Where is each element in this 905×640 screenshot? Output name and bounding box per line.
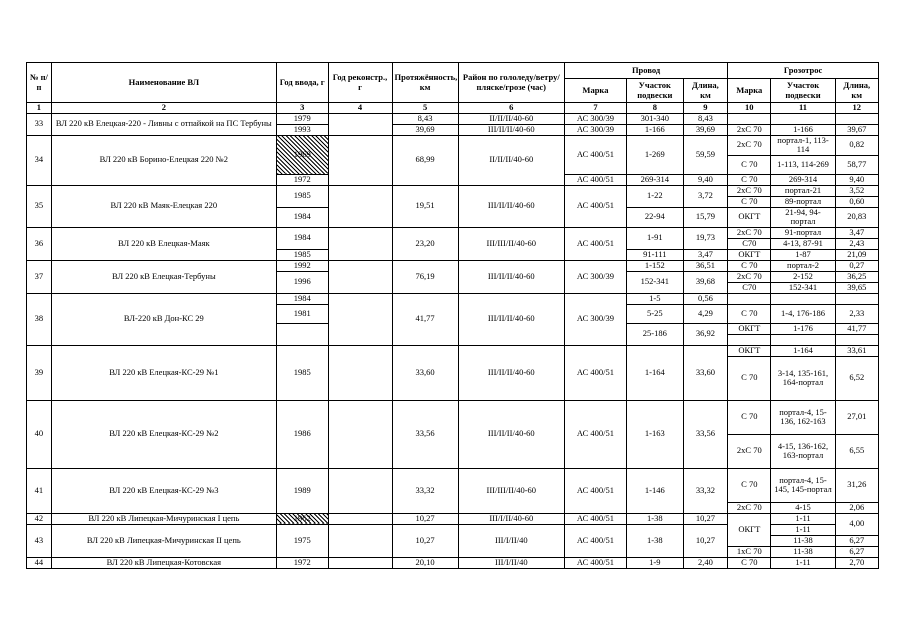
- wire-section: 91-111: [626, 249, 683, 260]
- wire-brand: АС 300/39: [564, 260, 626, 293]
- wire-brand: АС 400/51: [564, 135, 626, 174]
- wire-section: 1-163: [626, 400, 683, 468]
- year-in-hatched: 1969: [276, 135, 328, 174]
- year-recon: [328, 185, 392, 227]
- ground-length: 6,52: [835, 356, 879, 400]
- wire-brand: АС 400/51: [564, 185, 626, 227]
- ground-brand: С 70: [728, 304, 771, 323]
- ground-section: портал-4, 15-145, 145-портал: [771, 468, 835, 502]
- year-in: 1984: [276, 207, 328, 227]
- region: III/II/II/40-60: [458, 293, 564, 345]
- year-in: 1984: [276, 227, 328, 249]
- year-recon: [328, 345, 392, 400]
- header-ground-brand: Марка: [728, 79, 771, 103]
- ground-length: 58,77: [835, 155, 879, 174]
- year-recon: [328, 113, 392, 135]
- row-number: 33: [27, 113, 52, 135]
- wire-section: 1-166: [626, 124, 683, 135]
- ground-brand: С 70: [728, 196, 771, 207]
- year-recon: [328, 227, 392, 260]
- wire-length: 33,32: [683, 468, 727, 513]
- col-num: 9: [683, 103, 727, 114]
- wire-length: 10,27: [683, 524, 727, 557]
- year-in: 1993: [276, 124, 328, 135]
- ground-brand: 2хС 70: [728, 227, 771, 238]
- wire-brand: АС 400/51: [564, 468, 626, 513]
- length: 68,99: [392, 135, 458, 185]
- ground-brand: ОКГТ: [728, 345, 771, 356]
- row-number: 34: [27, 135, 52, 185]
- ground-section: 11-38: [771, 535, 835, 546]
- wire-brand: АС 400/51: [564, 174, 626, 185]
- ground-length: 31,26: [835, 468, 879, 502]
- ground-length: 2,43: [835, 238, 879, 249]
- ground-length: 27,01: [835, 400, 879, 434]
- ground-length: 33,61: [835, 345, 879, 356]
- ground-length: [835, 293, 879, 304]
- wire-brand: АС 400/51: [564, 400, 626, 468]
- ground-length: 20,83: [835, 207, 879, 227]
- wire-section: 1-5: [626, 293, 683, 304]
- wire-section: 1-269: [626, 135, 683, 174]
- wire-length: 39,68: [683, 271, 727, 293]
- year-in: 1985: [276, 345, 328, 400]
- wire-section: 1-22: [626, 185, 683, 207]
- ground-brand: 1хС 70: [728, 546, 771, 557]
- row-number: 42: [27, 513, 52, 524]
- line-name: ВЛ 220 кВ Елецкая-КС-29 №3: [51, 468, 276, 513]
- ground-brand: 2хС 70: [728, 434, 771, 468]
- ground-section: 1-176: [771, 323, 835, 334]
- year-in-hatched: 1962: [276, 513, 328, 524]
- ground-section: 4-15: [771, 502, 835, 513]
- wire-length: 3,72: [683, 185, 727, 207]
- year-in: 1985: [276, 185, 328, 207]
- year-in: 1985: [276, 249, 328, 260]
- ground-length: 3,47: [835, 227, 879, 238]
- wire-length: 33,60: [683, 345, 727, 400]
- ground-brand: 2хС 70: [728, 502, 771, 513]
- year-in: 1981: [276, 304, 328, 323]
- row-number: 38: [27, 293, 52, 345]
- ground-length: 6,27: [835, 546, 879, 557]
- ground-brand: [728, 293, 771, 304]
- ground-brand: С 70: [728, 174, 771, 185]
- region: III/II/II/40-60: [458, 345, 564, 400]
- ground-brand: [728, 334, 771, 345]
- wire-section: 1-38: [626, 524, 683, 557]
- ground-length: 6,27: [835, 535, 879, 546]
- year-in: 1986: [276, 400, 328, 468]
- year-in: 1992: [276, 260, 328, 271]
- ground-brand: ОКГТ: [728, 249, 771, 260]
- ground-section: 4-15, 136-162, 163-портал: [771, 434, 835, 468]
- wire-section: 25-186: [626, 323, 683, 345]
- row-number: 37: [27, 260, 52, 293]
- year-recon: [328, 293, 392, 345]
- region: III/I/II/40: [458, 557, 564, 568]
- ground-length: 0,82: [835, 135, 879, 155]
- length: 10,27: [392, 524, 458, 557]
- wire-section: 1-9: [626, 557, 683, 568]
- col-num: 10: [728, 103, 771, 114]
- row-number: 44: [27, 557, 52, 568]
- ground-length: 9,40: [835, 174, 879, 185]
- wire-brand: АС 400/51: [564, 227, 626, 260]
- wire-section: 1-146: [626, 468, 683, 513]
- region: III/II/II/40-60: [458, 124, 564, 135]
- ground-section: портал-4, 15-136, 162-163: [771, 400, 835, 434]
- wire-brand: АС 400/51: [564, 345, 626, 400]
- ground-section: портал-21: [771, 185, 835, 196]
- ground-brand: С 70: [728, 155, 771, 174]
- ground-length: 3,52: [835, 185, 879, 196]
- length: 76,19: [392, 260, 458, 293]
- length: 20,10: [392, 557, 458, 568]
- wire-brand: АС 400/51: [564, 513, 626, 524]
- region: III/II/II/40-60: [458, 260, 564, 293]
- ground-section: 1-11: [771, 524, 835, 535]
- ground-length: 2,06: [835, 502, 879, 513]
- ground-brand: С 70: [728, 356, 771, 400]
- line-name: ВЛ 220 кВ Елецкая-КС-29 №1: [51, 345, 276, 400]
- wire-length: 0,56: [683, 293, 727, 304]
- ground-section: [771, 293, 835, 304]
- length: 19,51: [392, 185, 458, 227]
- year-recon: [328, 557, 392, 568]
- wire-length: 33,56: [683, 400, 727, 468]
- wire-brand: АС 300/39: [564, 124, 626, 135]
- header-num: № п/п: [27, 63, 52, 103]
- col-num: 12: [835, 103, 879, 114]
- ground-length: [835, 113, 879, 124]
- ground-length: 2,70: [835, 557, 879, 568]
- length: 10,27: [392, 513, 458, 524]
- col-num: 1: [27, 103, 52, 114]
- header-year-in: Год ввода, г: [276, 63, 328, 103]
- header-wire: Провод: [564, 63, 727, 79]
- region: III/II/II/40-60: [458, 185, 564, 227]
- region: II/II/II/40-60: [458, 135, 564, 185]
- line-name: ВЛ 220 кВ Елецкая-КС-29 №2: [51, 400, 276, 468]
- wire-length: 4,29: [683, 304, 727, 323]
- header-length: Протяжённость, км: [392, 63, 458, 103]
- col-num: 4: [328, 103, 392, 114]
- ground-section: [771, 113, 835, 124]
- length: 33,32: [392, 468, 458, 513]
- ground-length: 6,55: [835, 434, 879, 468]
- wire-section: 22-94: [626, 207, 683, 227]
- header-ground: Грозотрос: [728, 63, 879, 79]
- ground-brand: 2хС 70: [728, 135, 771, 155]
- wire-length: 59,59: [683, 135, 727, 174]
- ground-section: 1-113, 114-269: [771, 155, 835, 174]
- length: 33,56: [392, 400, 458, 468]
- ground-section: 1-164: [771, 345, 835, 356]
- line-name: ВЛ 220 кВ Маяк-Елецкая 220: [51, 185, 276, 227]
- ground-section: 4-13, 87-91: [771, 238, 835, 249]
- line-name: ВЛ 220 кВ Елецкая-220 - Ливны с отпайкой на ПС Тербуны: [51, 113, 276, 135]
- region: III/I/II/40: [458, 524, 564, 557]
- header-ground-section: Участок подвески: [771, 79, 835, 103]
- wire-length: 36,51: [683, 260, 727, 271]
- ground-length: 39,67: [835, 124, 879, 135]
- col-num: 7: [564, 103, 626, 114]
- wire-brand: АС 400/51: [564, 557, 626, 568]
- wire-brand: АС 400/51: [564, 524, 626, 557]
- col-num: 11: [771, 103, 835, 114]
- col-num: 8: [626, 103, 683, 114]
- wire-length: 36,92: [683, 323, 727, 345]
- header-wire-brand: Марка: [564, 79, 626, 103]
- row-number: 39: [27, 345, 52, 400]
- ground-length: 39,65: [835, 282, 879, 293]
- vl-table: [26, 62, 879, 569]
- wire-section: 152-341: [626, 271, 683, 293]
- year-recon: [328, 400, 392, 468]
- ground-section: 3-14, 135-161, 164-портал: [771, 356, 835, 400]
- ground-brand: С 70: [728, 400, 771, 434]
- ground-section: 152-341: [771, 282, 835, 293]
- length: 39,69: [392, 124, 458, 135]
- year-in: [276, 323, 328, 345]
- wire-section: 1-164: [626, 345, 683, 400]
- ground-brand: ОКГТ: [728, 207, 771, 227]
- ground-section: 11-38: [771, 546, 835, 557]
- ground-length: 0,60: [835, 196, 879, 207]
- year-in: 1975: [276, 524, 328, 557]
- wire-section: 5-25: [626, 304, 683, 323]
- line-name: ВЛ 220 кВ Елецкая-Маяк: [51, 227, 276, 260]
- ground-brand: С 70: [728, 468, 771, 502]
- year-recon: [328, 513, 392, 524]
- ground-length: 0,27: [835, 260, 879, 271]
- wire-brand: АС 300/39: [564, 293, 626, 345]
- line-name: ВЛ 220 кВ Липецкая-Мичуринская II цепь: [51, 524, 276, 557]
- header-region: Район по гололеду/ветру/ пляске/грозе (час): [458, 63, 564, 103]
- wire-length: 8,43: [683, 113, 727, 124]
- length: 23,20: [392, 227, 458, 260]
- col-num: 3: [276, 103, 328, 114]
- ground-section: 1-4, 176-186: [771, 304, 835, 323]
- row-number: 41: [27, 468, 52, 513]
- col-num: 2: [51, 103, 276, 114]
- wire-length: 15,79: [683, 207, 727, 227]
- wire-length: 9,40: [683, 174, 727, 185]
- ground-brand: 2хС 70: [728, 124, 771, 135]
- header-ground-length: Длина, км: [835, 79, 879, 103]
- row-number: 40: [27, 400, 52, 468]
- line-name: ВЛ 220 кВ Липецкая-Мичуринская I цепь: [51, 513, 276, 524]
- wire-length: 10,27: [683, 513, 727, 524]
- row-number: 43: [27, 524, 52, 557]
- line-name: ВЛ 220 кВ Липецкая-Котовская: [51, 557, 276, 568]
- line-name: ВЛ-220 кВ Дон-КС 29: [51, 293, 276, 345]
- ground-section: 1-11: [771, 513, 835, 524]
- ground-length: 2,33: [835, 304, 879, 323]
- region: II/II/II/40-60: [458, 113, 564, 124]
- length: 41,77: [392, 293, 458, 345]
- region: III/III/II/40-60: [458, 227, 564, 260]
- year-in: 1989: [276, 468, 328, 513]
- line-name: ВЛ 220 кВ Борино-Елецкая 220 №2: [51, 135, 276, 185]
- ground-section: [771, 334, 835, 345]
- header-year-recon: Год реконстр., г: [328, 63, 392, 103]
- year-recon: [328, 468, 392, 513]
- header-name: Наименование ВЛ: [51, 63, 276, 103]
- line-name: ВЛ 220 кВ Елецкая-Тербуны: [51, 260, 276, 293]
- wire-length: 19,73: [683, 227, 727, 249]
- year-in: 1972: [276, 557, 328, 568]
- ground-section: 91-портал: [771, 227, 835, 238]
- ground-section: 1-11: [771, 557, 835, 568]
- ground-section: 269-314: [771, 174, 835, 185]
- ground-section: 1-166: [771, 124, 835, 135]
- region: III/I/II/40-60: [458, 513, 564, 524]
- ground-section: портал-2: [771, 260, 835, 271]
- year-in: 1996: [276, 271, 328, 293]
- ground-section: 2-152: [771, 271, 835, 282]
- row-number: 35: [27, 185, 52, 227]
- ground-brand: ОКГТ: [728, 323, 771, 334]
- ground-brand: ОКГТ: [728, 513, 771, 546]
- region: III/III/II/40-60: [458, 468, 564, 513]
- col-num: 6: [458, 103, 564, 114]
- year-in: 1979: [276, 113, 328, 124]
- row-number: 36: [27, 227, 52, 260]
- year-recon: [328, 524, 392, 557]
- wire-brand: АС 300/39: [564, 113, 626, 124]
- wire-section: 1-152: [626, 260, 683, 271]
- wire-length: 2,40: [683, 557, 727, 568]
- year-in: 1972: [276, 174, 328, 185]
- ground-brand: [728, 113, 771, 124]
- ground-section: 1-87: [771, 249, 835, 260]
- ground-section: 89-портал: [771, 196, 835, 207]
- col-num: 5: [392, 103, 458, 114]
- wire-section: 1-38: [626, 513, 683, 524]
- ground-brand: 2хС 70: [728, 271, 771, 282]
- ground-brand: С70: [728, 238, 771, 249]
- region: III/II/II/40-60: [458, 400, 564, 468]
- ground-length: 21,09: [835, 249, 879, 260]
- header-wire-length: Длина, км: [683, 79, 727, 103]
- year-in: 1984: [276, 293, 328, 304]
- wire-section: 1-91: [626, 227, 683, 249]
- length: 33,60: [392, 345, 458, 400]
- wire-length: 3,47: [683, 249, 727, 260]
- year-recon: [328, 260, 392, 293]
- ground-length: 4,00: [835, 513, 879, 535]
- wire-length: 39,69: [683, 124, 727, 135]
- ground-brand: С70: [728, 282, 771, 293]
- ground-brand: С 70: [728, 260, 771, 271]
- ground-brand: С 70: [728, 557, 771, 568]
- header-wire-section: Участок подвески: [626, 79, 683, 103]
- wire-section: 269-314: [626, 174, 683, 185]
- ground-section: 21-94, 94-портал: [771, 207, 835, 227]
- ground-brand: 2хС 70: [728, 185, 771, 196]
- year-recon: [328, 135, 392, 185]
- ground-length: 36,25: [835, 271, 879, 282]
- ground-length: [835, 334, 879, 345]
- ground-section: портал-1, 113-114: [771, 135, 835, 155]
- length: 8,43: [392, 113, 458, 124]
- ground-length: 41,77: [835, 323, 879, 334]
- wire-section: 301-340: [626, 113, 683, 124]
